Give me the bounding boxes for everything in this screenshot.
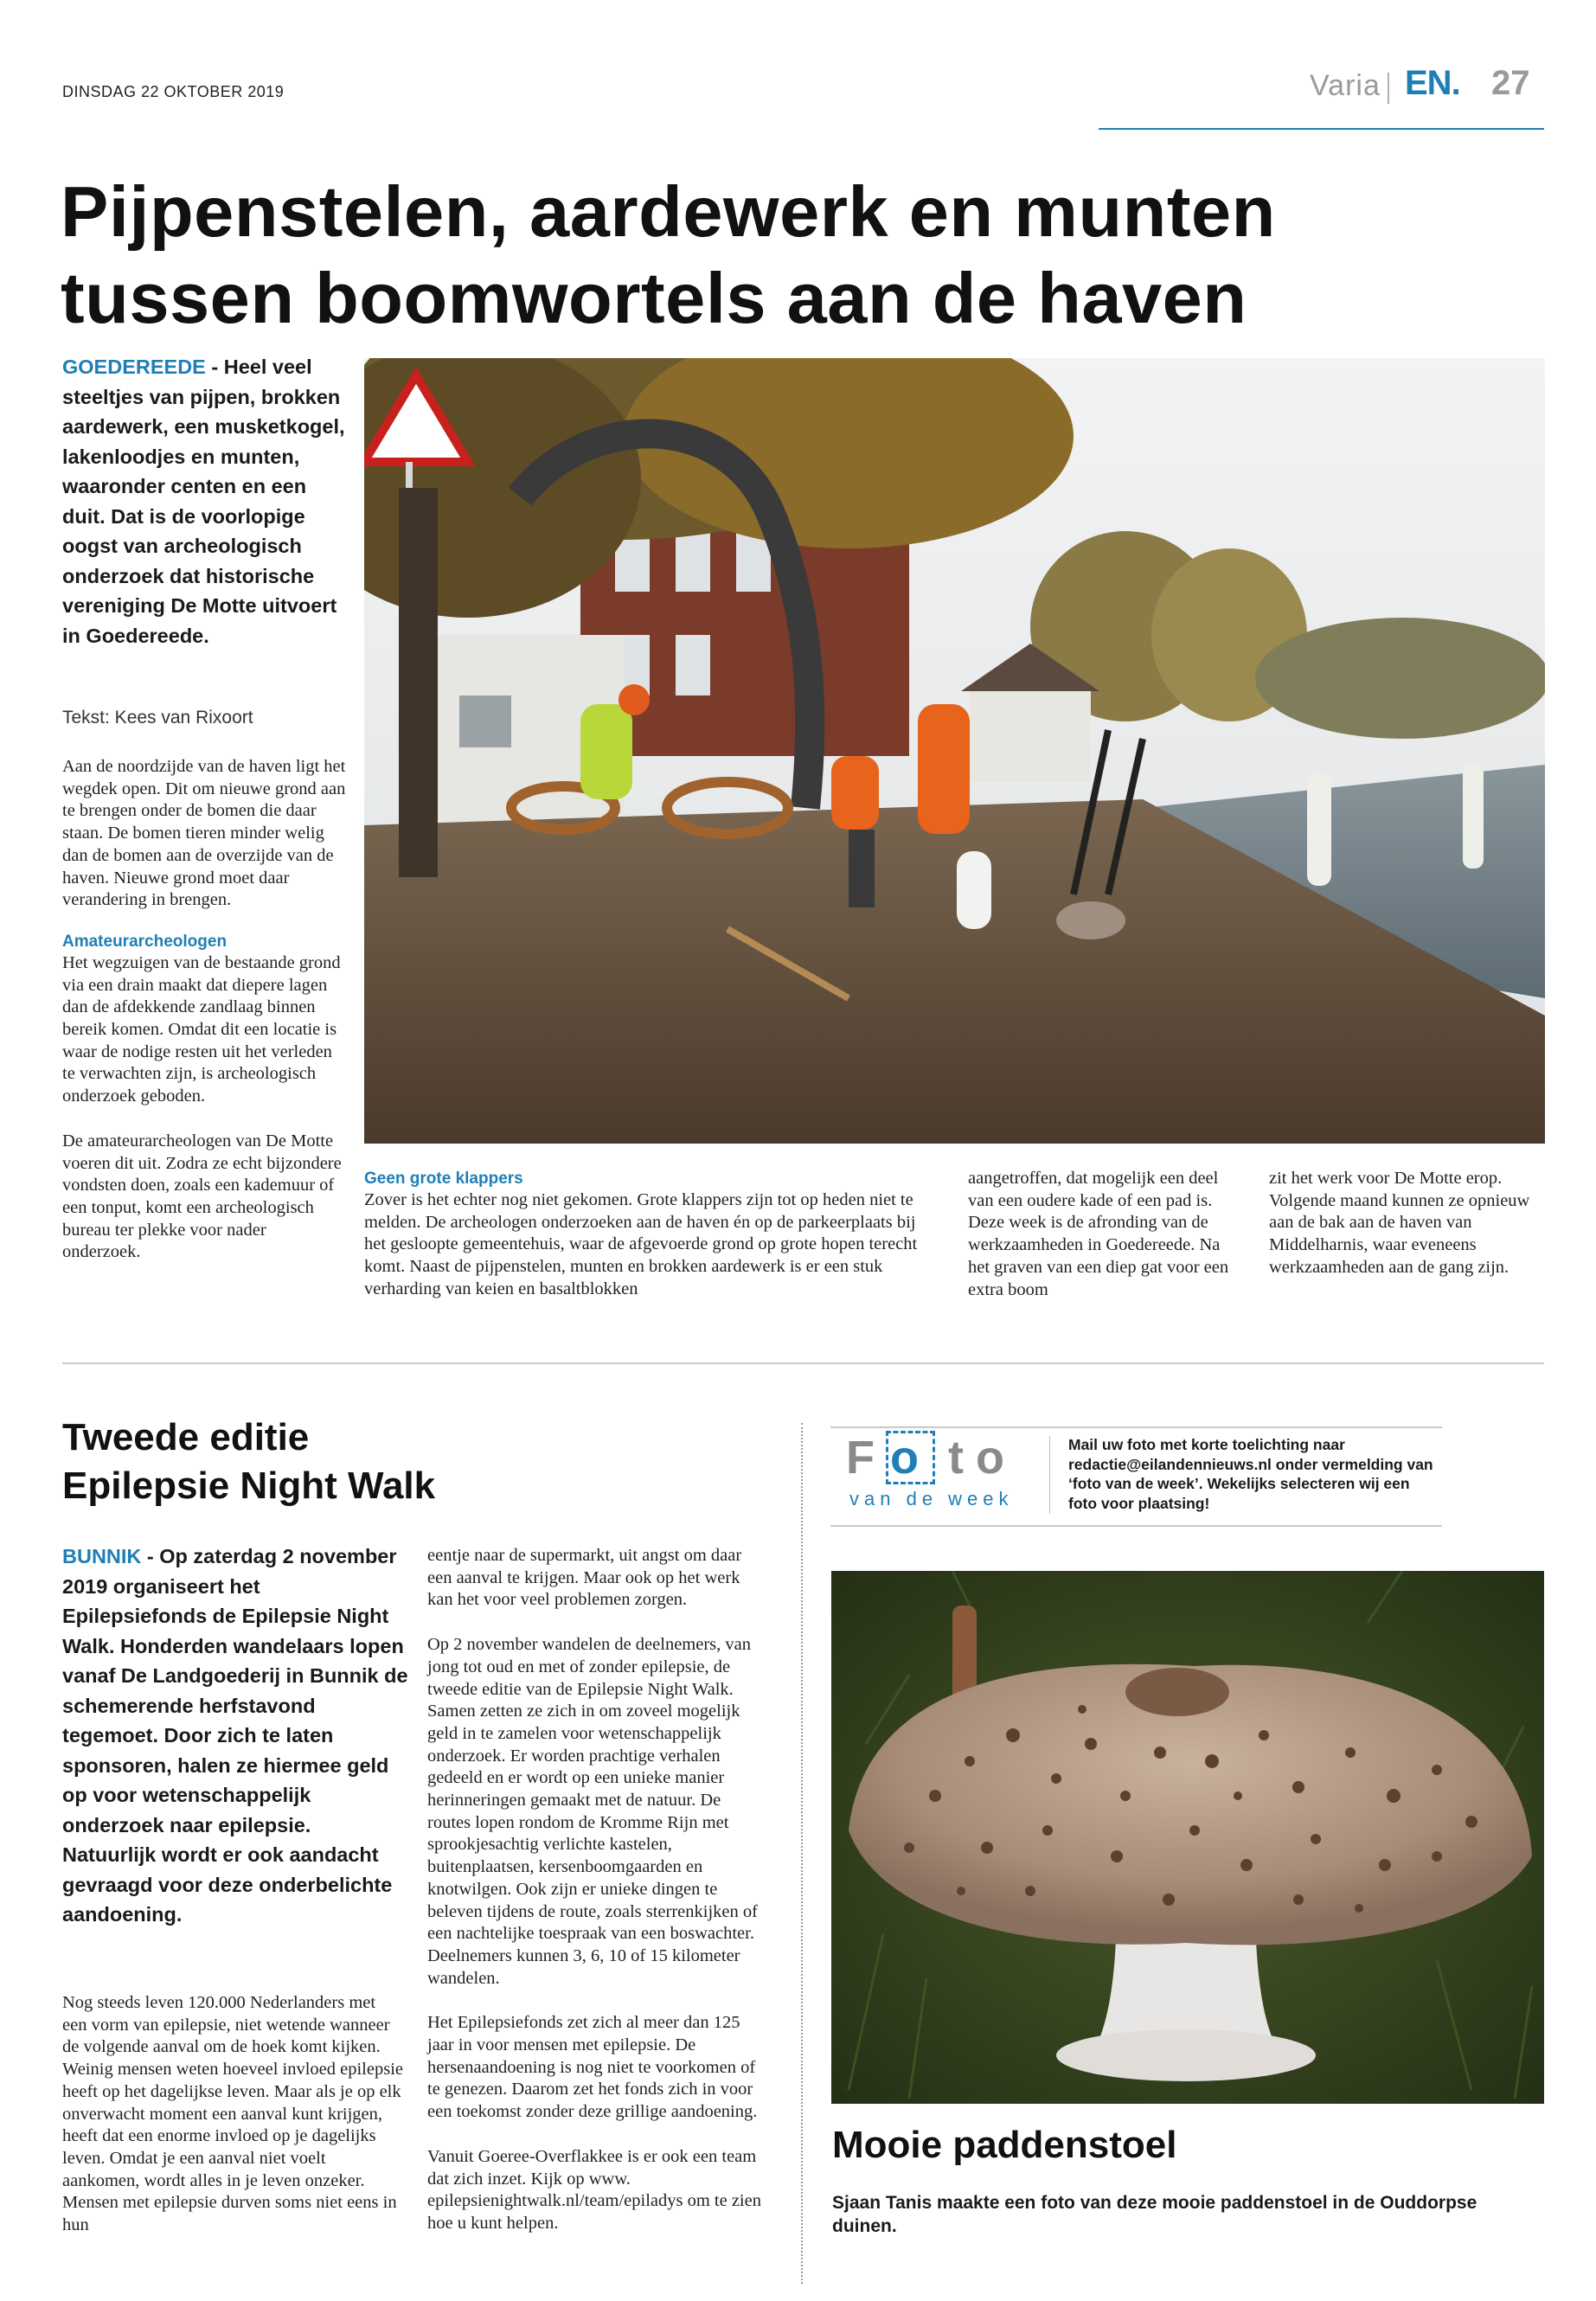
article1-para3: De amateurarcheologen van De Motte voeren dit uit. Zodra ze echt bijzondere vondsten doen, zoals een kademuur of een tonput, komt een archeologisch bureau ter plekke voor nader onderzoek. <box>62 1131 342 1262</box>
section-label: Varia <box>1310 69 1381 102</box>
mushroom-image <box>831 1571 1544 2104</box>
article1-lead-text: - Heel veel steeltjes van pijpen, brokken aardewerk, een musketkogel, lakenloodjes en munten, waaronder centen en een duit. Dat is de voorlopige oogst van archeologisch onderzoek dat historische vereniging De Motte uitvoert in Goedereede. <box>62 356 345 647</box>
article1-para4: Zover is het echter nog niet gekomen. Grote klappers zijn tot op heden niet te melden. De archeologen onderzoeken aan de haven én op de parkeerplaats bij het gesloopte gemeentehuis, waar de afgevoerde grond op grote hopen terecht komt. Naast de pijpenstelen, munten en brokken aardewerk is er een stuk verharding van keien en basaltblokken <box>364 1190 918 1298</box>
mushroom-photo <box>831 1571 1544 2104</box>
article1-para1: Aan de noordzijde van de haven ligt het wegdek open. Dit om nieuwe grond aan te brengen onder de bomen die daar staan. De bomen tieren minder welig dan de bomen aan de overzijde van de haven. Nieuwe grond moet daar verandering in brengen. <box>62 757 346 910</box>
page-date: DINSDAG 22 OKTOBER 2019 <box>62 83 285 100</box>
article1-photo <box>364 358 1545 1144</box>
article1-location: GOEDEREEDE <box>62 356 206 378</box>
article2-para2: eentje naar de supermarkt, uit angst om daar een aanval te krijgen. Maar ook op het werk kan het voor veel problemen zorgen. <box>427 1546 742 1610</box>
article1-para2: Het wegzuigen van de bestaande grond via een drain maakt dat diepere lagen dan de afdekkende zandlaag binnen bereik komen. Omdat dit een locatie is waar de nodige resten uit het verleden te verwachten zijn, is archeologisch onderzoek geboden. <box>62 952 341 1106</box>
foto-logo <box>846 1431 1036 1491</box>
article1-byline: Tekst: Kees van Rixoort <box>62 708 253 727</box>
article1-para6: zit het werk voor De Motte erop. Volgende maand kunnen ze opnieuw aan de bak aan de haven van Middelharnis, waar eveneens werkzaamheden aan de gang zijn. <box>1269 1169 1530 1277</box>
column-dotted-divider <box>801 1423 803 2284</box>
article1-headline-line1: Pijpenstelen, aardewerk en munten <box>61 171 1276 252</box>
article1-headline <box>61 169 1276 342</box>
article2-headline-line1: Tweede editie <box>62 1416 310 1458</box>
foto-logo-f: F <box>846 1432 887 1484</box>
article1-subhead-klappers: Geen grote klappers <box>364 1170 523 1188</box>
article2-lead <box>62 1541 408 1930</box>
article1-column3 <box>968 1168 1240 1301</box>
foto-box-divider <box>1049 1436 1050 1514</box>
article2-para1: Nog steeds leven 120.000 Nederlanders met een vorm van epilepsie, niet wetende wanneer de volgende aanval om de hoek komt kijken. Weinig mensen weten hoeveel invloed epilepsie heeft op het dagelijkse leven. Maar als je op elk onverwacht moment een aanval kunt krijgen, heeft dat een enorme invloed op je dagelijks leven. Omdat je een aanval niet voelt aankomen, wordt alles in je leven onzeker. Mensen met epilepsie durven soms niet eens in hun <box>62 1993 403 2235</box>
article2-lead-text: - Op zaterdag 2 november 2019 organiseert het Epilepsiefonds de Epilepsie Night Walk. Honderden wandelaars lopen vanaf De Landgoederij in Bunnik de schemerende herfstavond tegemoet. Door zich te laten sponsoren, halen ze hiermee geld op voor wetenschappelijk onderzoek naar epilepsie. Natuurlijk wordt er ook aandacht gevraagd voor deze onderbelichte aandoening. <box>62 1545 408 1926</box>
article1-column2 <box>364 1168 935 1301</box>
header-rule <box>1099 128 1544 130</box>
foto-logo-o-framed: o <box>887 1432 934 1484</box>
article2-para3: Op 2 november wandelen de deelnemers, van jong tot oud en met of zonder epilepsie, de tweede editie van de Epilepsie Night Walk. Samen zetten ze zich in om zoveel mogelijk geld in te zamelen voor wetenschappelijk onderzoek. Er worden prachtige verhalen gedeeld en er wordt op een unieke manier herinneringen gemaakt met de natuur. De routes lopen rondom de Kromme Rijn met sprookjesachtig verlichte kastelen, buitenplaatsen, kersenboomgaarden en knotwilgen. Ook zijn er unieke dingen te beleven tijdens de route, zoals sterrenkijken of een nachtelijke toespraak van een boswachter. Deelnemers kunnen 3, 6, 10 of 15 kilometer wandelen. <box>427 1635 758 1988</box>
foto-logo-t: t <box>948 1432 976 1484</box>
newspaper-logo: EN. <box>1405 64 1460 102</box>
foto-logo-subtitle: van de week <box>849 1488 1014 1509</box>
article1-para5: aangetroffen, dat mogelijk een deel van een oudere kade of een pad is. Deze week is de afronding van de werkzaamheden in Goedereede. Na het graven van een diep gat voor een extra boom <box>968 1169 1229 1299</box>
header-divider <box>1388 73 1389 104</box>
article1-subhead-amateur: Amateurarcheologen <box>62 932 228 951</box>
harbour-dig-image <box>364 358 1545 1144</box>
article1-column1 <box>62 756 348 1264</box>
article2-para4: Het Epilepsiefonds zet zich al meer dan 125 jaar in voor mensen met epilepsie. De hersenaandoening is nog niet te voorkomen of te genezen. Daarom zet het fonds zich in voor een toekomst zonder deze grillige aandoening. <box>427 2013 758 2122</box>
article2-para5: Vanuit Goeree-Overflakkee is er ook een team dat zich inzet. Kijk op www. epilepsienightwalk.nl/team/epiladys om te zien hoe u kunt helpen. <box>427 2146 761 2233</box>
article1-lead <box>62 352 348 651</box>
article1-headline-line2: tussen boomwortels aan de haven <box>61 258 1247 338</box>
mushroom-title: Mooie paddenstoel <box>832 2124 1177 2166</box>
article-separator <box>62 1362 1544 1364</box>
article1-column4 <box>1269 1168 1546 1279</box>
article2-headline-line2: Epilepsie Night Walk <box>62 1465 436 1507</box>
article2-column2 <box>427 1545 765 2235</box>
article2-location: BUNNIK <box>62 1545 142 1567</box>
foto-logo-o: o <box>975 1432 1016 1484</box>
mushroom-caption: Sjaan Tanis maakte een foto van deze mooie paddenstoel in de Ouddorpse duinen. <box>832 2193 1477 2236</box>
article2-column1 <box>62 1992 404 2237</box>
foto-info: Mail uw foto met korte toelichting naar redactie@eilandennieuws.nl onder vermelding van ‘foto van de week’. Wekelijks selecteren wij een foto voor plaatsing! <box>1068 1436 1433 1512</box>
page-number: 27 <box>1491 64 1530 102</box>
article2-headline <box>62 1413 435 1510</box>
